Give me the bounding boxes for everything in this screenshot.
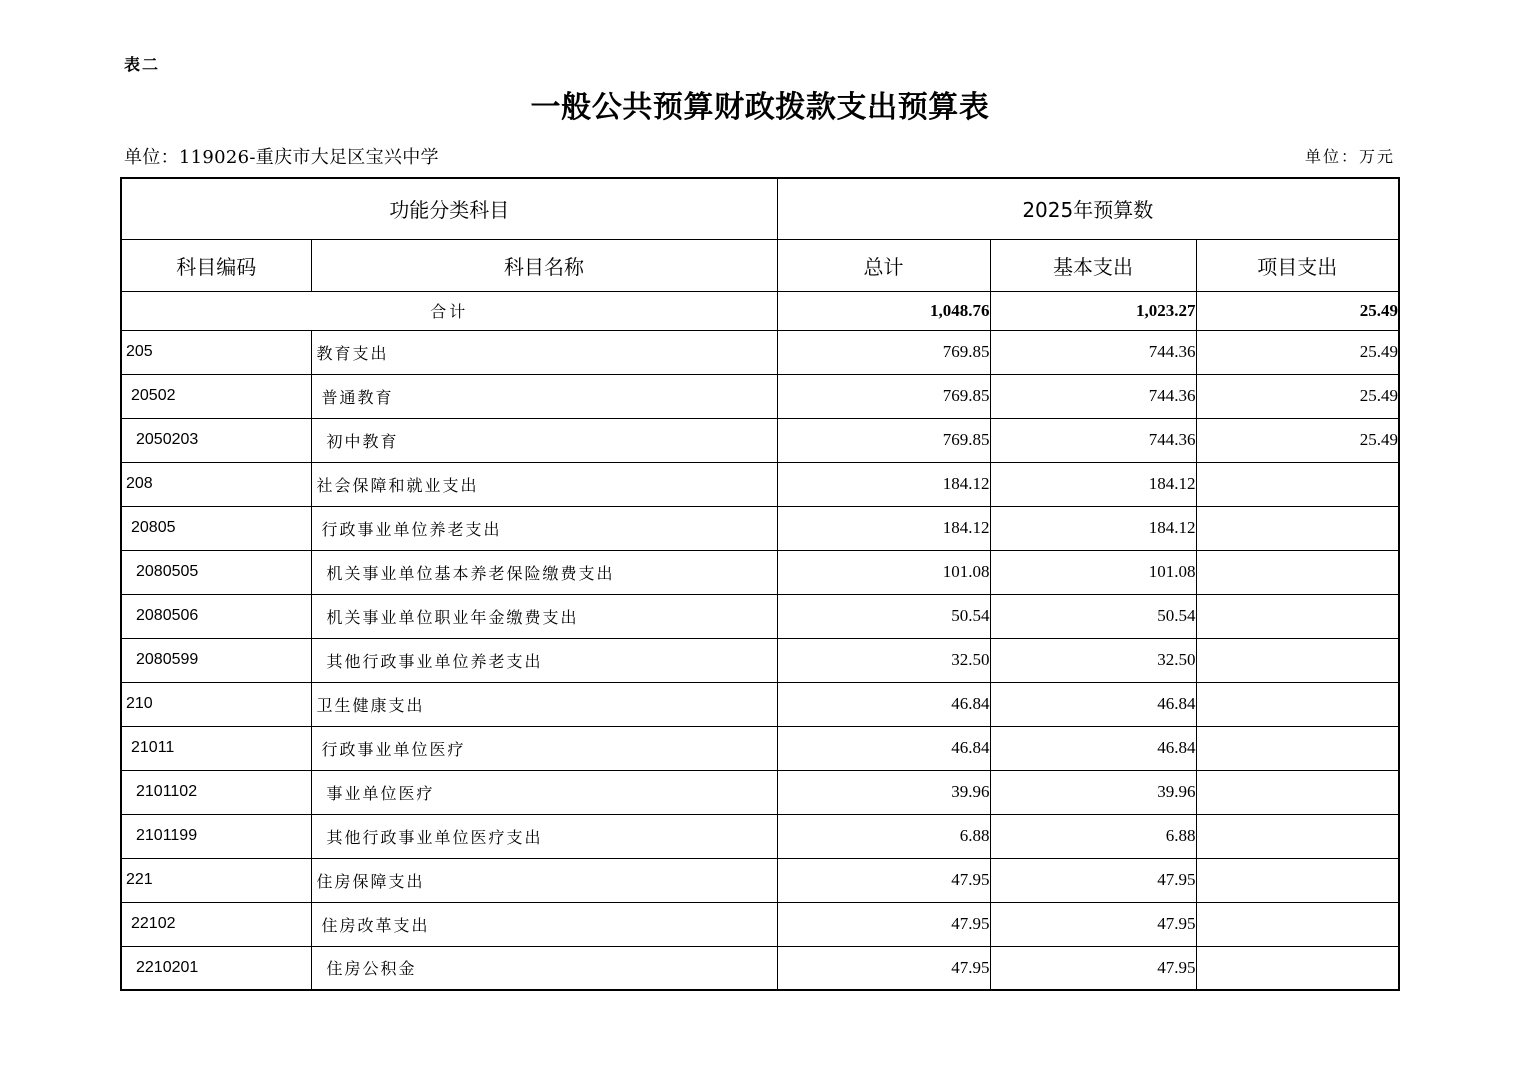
cell-total: 101.08 xyxy=(777,550,990,594)
header-budget-year: 2025年预算数 xyxy=(777,178,1399,239)
cell-total: 32.50 xyxy=(777,638,990,682)
total-amount: 1,048.76 xyxy=(777,291,990,330)
cell-name: 卫生健康支出 xyxy=(311,682,777,726)
table-row xyxy=(121,682,1399,726)
cell-basic: 47.95 xyxy=(990,946,1196,990)
cell-code: 2080505 xyxy=(121,550,311,594)
cell-code: 2050203 xyxy=(121,418,311,462)
table-number-label: 表二 xyxy=(124,55,161,74)
cell-code: 210 xyxy=(121,682,311,726)
cell-basic: 47.95 xyxy=(990,902,1196,946)
cell-code: 22102 xyxy=(121,902,311,946)
cell-total: 46.84 xyxy=(777,726,990,770)
cell-basic: 32.50 xyxy=(990,638,1196,682)
table-row xyxy=(121,770,1399,814)
cell-name: 其他行政事业单位养老支出 xyxy=(311,638,777,682)
cell-total: 769.85 xyxy=(777,374,990,418)
cell-total: 50.54 xyxy=(777,594,990,638)
cell-code: 205 xyxy=(121,330,311,374)
cell-name: 住房公积金 xyxy=(311,946,777,990)
cell-project xyxy=(1196,638,1399,682)
total-row xyxy=(121,291,1399,330)
cell-name: 普通教育 xyxy=(311,374,777,418)
header-row-group xyxy=(121,178,1399,239)
cell-project: 25.49 xyxy=(1196,330,1399,374)
cell-code: 2210201 xyxy=(121,946,311,990)
table-row xyxy=(121,550,1399,594)
currency-unit-label: 单位：万元 xyxy=(1304,147,1395,166)
cell-total: 39.96 xyxy=(777,770,990,814)
cell-total: 46.84 xyxy=(777,682,990,726)
cell-total: 769.85 xyxy=(777,330,990,374)
cell-basic: 744.36 xyxy=(990,374,1196,418)
table-row xyxy=(121,462,1399,506)
cell-name: 行政事业单位养老支出 xyxy=(311,506,777,550)
cell-basic: 184.12 xyxy=(990,506,1196,550)
cell-basic: 46.84 xyxy=(990,682,1196,726)
cell-code: 2101199 xyxy=(121,814,311,858)
header-name: 科目名称 xyxy=(311,239,777,291)
cell-project xyxy=(1196,550,1399,594)
table-row xyxy=(121,726,1399,770)
table-row xyxy=(121,858,1399,902)
cell-project xyxy=(1196,462,1399,506)
cell-name: 住房改革支出 xyxy=(311,902,777,946)
table-row xyxy=(121,330,1399,374)
header-project: 项目支出 xyxy=(1196,239,1399,291)
cell-project xyxy=(1196,594,1399,638)
header-code: 科目编码 xyxy=(121,239,311,291)
cell-code: 2080599 xyxy=(121,638,311,682)
cell-total: 47.95 xyxy=(777,858,990,902)
cell-name: 行政事业单位医疗 xyxy=(311,726,777,770)
cell-total: 184.12 xyxy=(777,462,990,506)
cell-name: 机关事业单位职业年金缴费支出 xyxy=(311,594,777,638)
cell-project xyxy=(1196,682,1399,726)
cell-name: 住房保障支出 xyxy=(311,858,777,902)
cell-name: 其他行政事业单位医疗支出 xyxy=(311,814,777,858)
cell-project xyxy=(1196,858,1399,902)
header-total: 总计 xyxy=(777,239,990,291)
cell-basic: 6.88 xyxy=(990,814,1196,858)
table-row xyxy=(121,506,1399,550)
total-basic: 1,023.27 xyxy=(990,291,1196,330)
cell-project xyxy=(1196,902,1399,946)
cell-basic: 744.36 xyxy=(990,330,1196,374)
cell-total: 47.95 xyxy=(777,902,990,946)
header-basic: 基本支出 xyxy=(990,239,1196,291)
table-header xyxy=(121,178,1399,291)
cell-project xyxy=(1196,726,1399,770)
cell-project xyxy=(1196,946,1399,990)
cell-code: 221 xyxy=(121,858,311,902)
cell-project xyxy=(1196,814,1399,858)
table-row xyxy=(121,594,1399,638)
table-row xyxy=(121,946,1399,990)
budget-table xyxy=(120,177,1400,991)
cell-name: 事业单位医疗 xyxy=(311,770,777,814)
cell-project: 25.49 xyxy=(1196,374,1399,418)
total-label: 合计 xyxy=(121,291,777,330)
cell-project xyxy=(1196,506,1399,550)
cell-name: 教育支出 xyxy=(311,330,777,374)
cell-basic: 47.95 xyxy=(990,858,1196,902)
table-row xyxy=(121,902,1399,946)
cell-name: 社会保障和就业支出 xyxy=(311,462,777,506)
table-row xyxy=(121,418,1399,462)
header-functional-category: 功能分类科目 xyxy=(121,178,777,239)
cell-total: 769.85 xyxy=(777,418,990,462)
cell-name: 机关事业单位基本养老保险缴费支出 xyxy=(311,550,777,594)
table-row xyxy=(121,638,1399,682)
cell-basic: 50.54 xyxy=(990,594,1196,638)
cell-basic: 184.12 xyxy=(990,462,1196,506)
cell-total: 184.12 xyxy=(777,506,990,550)
cell-basic: 744.36 xyxy=(990,418,1196,462)
cell-name: 初中教育 xyxy=(311,418,777,462)
cell-code: 20805 xyxy=(121,506,311,550)
cell-code: 20502 xyxy=(121,374,311,418)
cell-basic: 101.08 xyxy=(990,550,1196,594)
cell-basic: 39.96 xyxy=(990,770,1196,814)
header-row-columns xyxy=(121,239,1399,291)
cell-basic: 46.84 xyxy=(990,726,1196,770)
table-row xyxy=(121,374,1399,418)
cell-code: 208 xyxy=(121,462,311,506)
table-body xyxy=(121,291,1399,990)
cell-project: 25.49 xyxy=(1196,418,1399,462)
table-row xyxy=(121,814,1399,858)
cell-total: 47.95 xyxy=(777,946,990,990)
cell-total: 6.88 xyxy=(777,814,990,858)
page-title: 一般公共预算财政拨款支出预算表 xyxy=(530,90,990,125)
total-project: 25.49 xyxy=(1196,291,1399,330)
cell-project xyxy=(1196,770,1399,814)
cell-code: 21011 xyxy=(121,726,311,770)
cell-code: 2080506 xyxy=(121,594,311,638)
cell-code: 2101102 xyxy=(121,770,311,814)
org-unit-label: 单位：119026-重庆市大足区宝兴中学 xyxy=(124,147,439,168)
